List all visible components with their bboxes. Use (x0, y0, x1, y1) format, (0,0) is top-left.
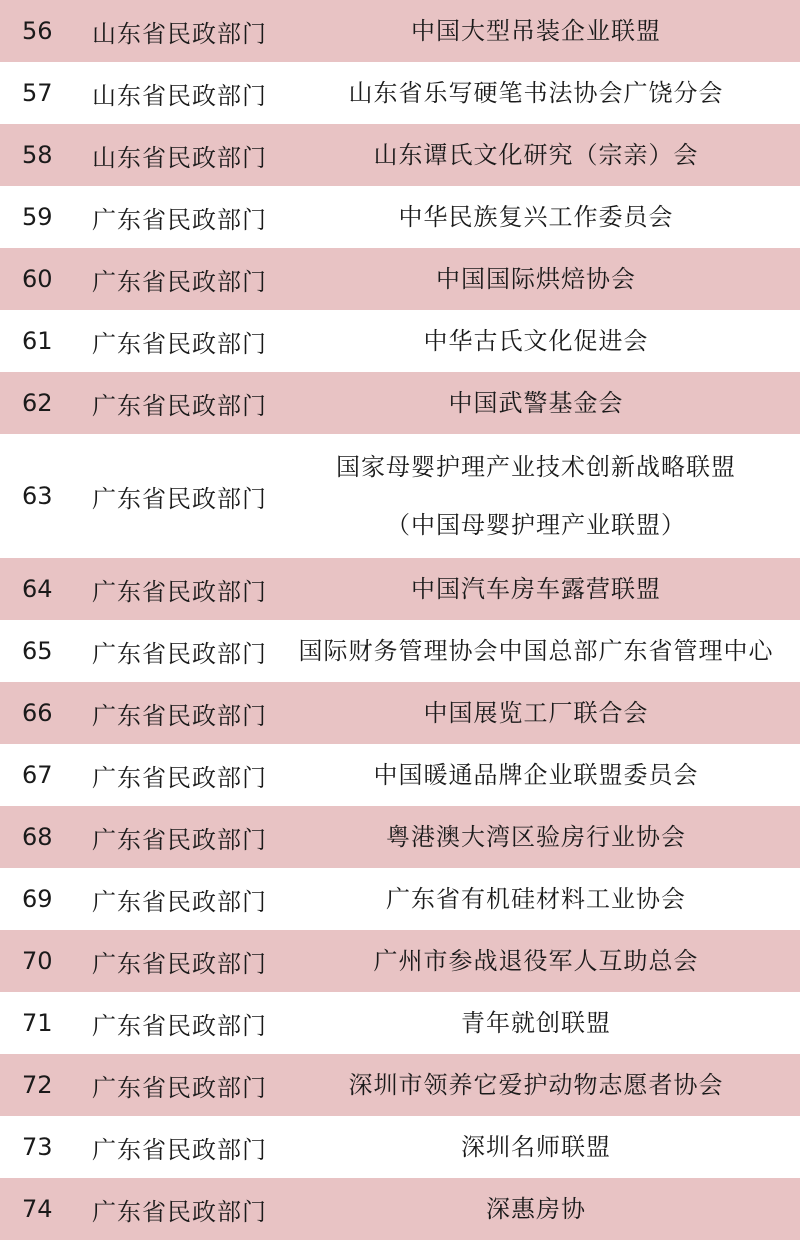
department-cell: 广东省民政部门 (92, 949, 267, 978)
table-row (0, 248, 800, 310)
organization-name-line: 国家母婴护理产业技术创新战略联盟 (336, 453, 736, 481)
table-row (0, 620, 800, 682)
department-cell: 广东省民政部门 (92, 1011, 267, 1040)
organization-name-line: 国际财务管理协会中国总部广东省管理中心 (298, 637, 774, 665)
organization-cell (280, 684, 800, 742)
row-number: 70 (22, 947, 53, 975)
table-row (0, 124, 800, 186)
organization-name-line: 深圳市领养它爱护动物志愿者协会 (348, 1071, 724, 1099)
row-number: 63 (22, 482, 53, 510)
row-number: 62 (22, 389, 53, 417)
organization-name-line: 青年就创联盟 (461, 1009, 611, 1037)
table-row (0, 1054, 800, 1116)
table-row (0, 682, 800, 744)
row-number: 74 (22, 1195, 53, 1223)
department-cell: 广东省民政部门 (92, 329, 267, 358)
organization-cell (280, 374, 800, 432)
organization-cell (280, 64, 800, 122)
table-row (0, 1178, 800, 1240)
row-number: 71 (22, 1009, 53, 1037)
row-number: 72 (22, 1071, 53, 1099)
organization-name-line: 深惠房协 (486, 1195, 586, 1223)
table-row (0, 806, 800, 868)
organization-name-line: 中国展览工厂联合会 (423, 699, 649, 727)
table-row (0, 186, 800, 248)
table-row (0, 62, 800, 124)
organization-name-line: 中国汽车房车露营联盟 (411, 575, 661, 603)
table-row (0, 992, 800, 1054)
table-row (0, 310, 800, 372)
organization-cell (280, 560, 800, 618)
table-row (0, 558, 800, 620)
department-cell: 广东省民政部门 (92, 391, 267, 420)
department-cell: 山东省民政部门 (92, 19, 267, 48)
organization-cell (280, 1180, 800, 1238)
table-row (0, 1116, 800, 1178)
organization-name-line: 中国暖通品牌企业联盟委员会 (373, 761, 699, 789)
row-number: 68 (22, 823, 53, 851)
department-cell: 山东省民政部门 (92, 81, 267, 110)
row-number: 61 (22, 327, 53, 355)
organization-cell (280, 2, 800, 60)
table-row (0, 0, 800, 62)
department-cell: 广东省民政部门 (92, 887, 267, 916)
organization-cell (280, 188, 800, 246)
table-row (0, 868, 800, 930)
row-number: 65 (22, 637, 53, 665)
table-row (0, 930, 800, 992)
table-row (0, 372, 800, 434)
organization-cell (280, 746, 800, 804)
department-cell: 广东省民政部门 (92, 825, 267, 854)
organization-cell (280, 126, 800, 184)
table-row (0, 744, 800, 806)
department-cell: 广东省民政部门 (92, 639, 267, 668)
organization-name-line: 广州市参战退役军人互助总会 (373, 947, 699, 975)
row-number: 64 (22, 575, 53, 603)
organization-name-line: 中国大型吊装企业联盟 (411, 17, 661, 45)
organization-name-line: 中华民族复兴工作委员会 (398, 203, 674, 231)
organization-cell (280, 312, 800, 370)
organization-cell (280, 622, 800, 680)
organization-name-line: 山东谭氏文化研究（宗亲）会 (373, 141, 699, 169)
department-cell: 广东省民政部门 (92, 205, 267, 234)
organization-name-line: 中国武警基金会 (448, 389, 624, 417)
row-number: 69 (22, 885, 53, 913)
organization-cell (280, 250, 800, 308)
row-number: 60 (22, 265, 53, 293)
organization-name-line: 山东省乐写硬笔书法协会广饶分会 (348, 79, 724, 107)
organization-name-line: （中国母婴护理产业联盟） (386, 511, 686, 539)
organization-name-line: 深圳名师联盟 (461, 1133, 611, 1161)
row-number: 59 (22, 203, 53, 231)
row-number: 56 (22, 17, 53, 45)
organization-cell (280, 808, 800, 866)
organization-name-line: 粤港澳大湾区验房行业协会 (386, 823, 686, 851)
organization-cell (280, 932, 800, 990)
row-number: 58 (22, 141, 53, 169)
organization-name-line: 中国国际烘焙协会 (436, 265, 636, 293)
table-row (0, 434, 800, 558)
organization-cell (280, 438, 800, 554)
department-cell: 广东省民政部门 (92, 484, 267, 513)
department-cell: 广东省民政部门 (92, 763, 267, 792)
organization-cell (280, 1118, 800, 1176)
department-cell: 广东省民政部门 (92, 577, 267, 606)
department-cell: 广东省民政部门 (92, 267, 267, 296)
department-cell: 广东省民政部门 (92, 1073, 267, 1102)
row-number: 67 (22, 761, 53, 789)
organization-cell (280, 1056, 800, 1114)
department-cell: 广东省民政部门 (92, 1197, 267, 1226)
row-number: 57 (22, 79, 53, 107)
organization-cell (280, 994, 800, 1052)
department-cell: 广东省民政部门 (92, 701, 267, 730)
department-cell: 山东省民政部门 (92, 143, 267, 172)
row-number: 66 (22, 699, 53, 727)
organization-name-line: 广东省有机硅材料工业协会 (386, 885, 686, 913)
organization-cell (280, 870, 800, 928)
row-number: 73 (22, 1133, 53, 1161)
organization-name-line: 中华古氏文化促进会 (423, 327, 649, 355)
department-cell: 广东省民政部门 (92, 1135, 267, 1164)
